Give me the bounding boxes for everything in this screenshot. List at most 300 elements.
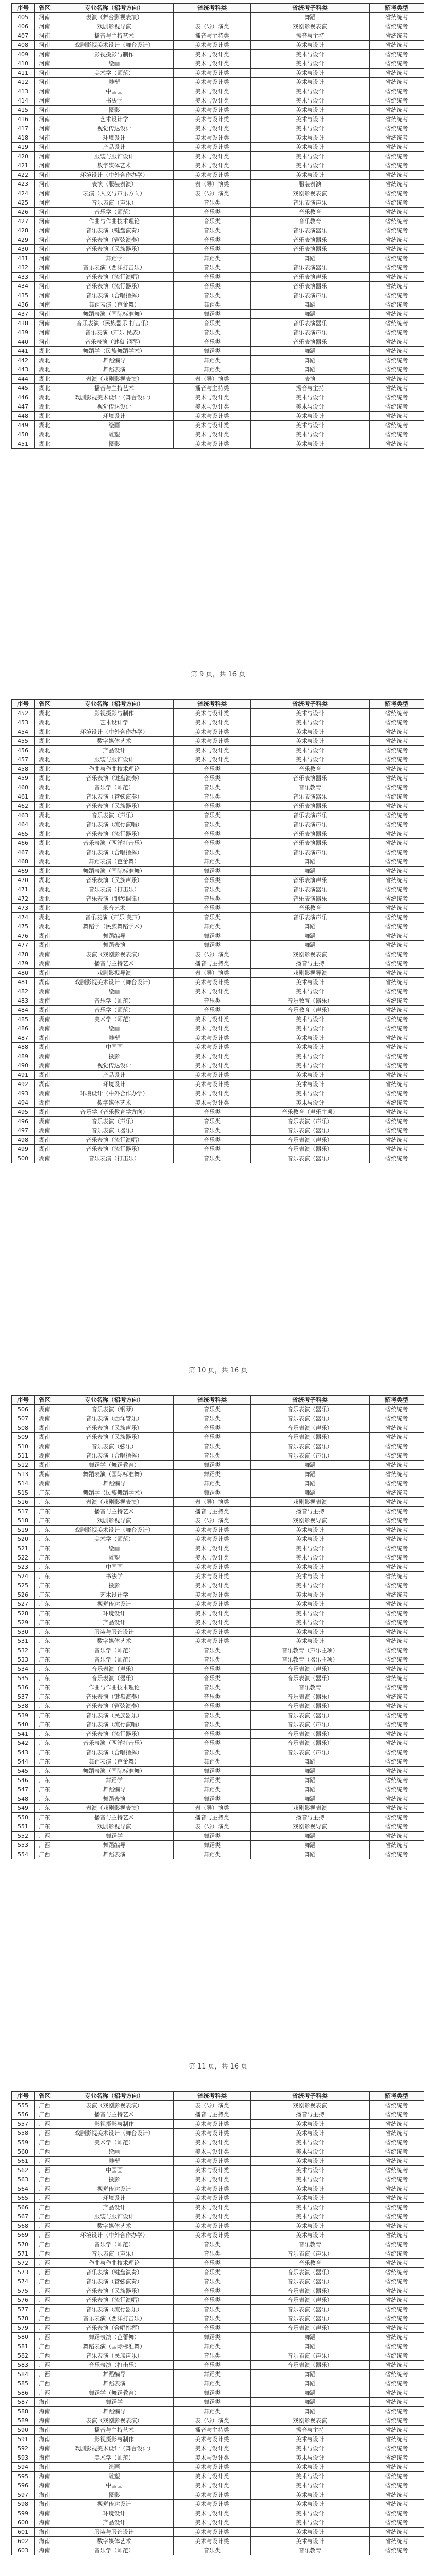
major-cell: 音乐表演（西洋管乐）	[55, 1414, 174, 1423]
admission-type-cell: 省统统考	[370, 922, 424, 931]
exam-category-cell: 音乐类	[174, 328, 251, 337]
seq-cell: 471	[12, 885, 35, 894]
seq-cell: 601	[12, 2528, 35, 2537]
exam-subcategory-cell: 美术与设计	[251, 2231, 370, 2240]
admission-type-cell: 省统统考	[370, 208, 424, 217]
admission-type-cell: 省统统考	[370, 1544, 424, 1553]
admission-type-cell: 省统统考	[370, 941, 424, 950]
exam-category-cell: 舞蹈类	[174, 2342, 251, 2351]
seq-cell: 506	[12, 1405, 35, 1414]
admission-type-cell: 省统统考	[370, 1498, 424, 1507]
table-row	[12, 1581, 424, 1590]
major-cell: 音乐表演（民族器乐）	[55, 245, 174, 254]
province-cell: 河南	[35, 180, 55, 189]
province-cell: 湖北	[35, 439, 55, 449]
major-cell: 摄影	[55, 106, 174, 115]
exam-subcategory-cell: 舞蹈	[251, 1479, 370, 1488]
exam-subcategory-cell: 音乐表演声乐	[251, 820, 370, 829]
major-cell: 表演（服装表演）	[55, 180, 174, 189]
exam-subcategory-cell: 音乐表演（声乐）	[251, 2351, 370, 2361]
exam-category-cell: 美术与设计类	[174, 737, 251, 746]
province-cell: 湖北	[35, 867, 55, 876]
exam-subcategory-cell: 音乐教育	[251, 217, 370, 226]
exam-subcategory-cell: 美术与设计	[251, 1581, 370, 1590]
admission-type-cell: 省统统考	[370, 1822, 424, 1832]
exam-category-cell: 舞蹈类	[174, 347, 251, 356]
seq-cell: 540	[12, 1720, 35, 1730]
exam-category-cell: 美术与设计类	[174, 152, 251, 161]
province-cell: 广西	[35, 2259, 55, 2268]
admission-type-cell: 省统统考	[370, 2537, 424, 2546]
seq-cell: 602	[12, 2537, 35, 2546]
document-page	[0, 696, 436, 1392]
province-cell: 海南	[35, 2472, 55, 2481]
province-cell: 广西	[35, 2175, 55, 2184]
exam-subcategory-cell: 美术与设计	[251, 2453, 370, 2463]
exam-subcategory-cell: 舞蹈	[251, 13, 370, 22]
admission-type-cell: 省统统考	[370, 996, 424, 1006]
table-row	[12, 996, 424, 1006]
exam-subcategory-cell: 舞蹈	[251, 2388, 370, 2398]
exam-subcategory-cell: 美术与设计	[251, 1600, 370, 1609]
exam-category-cell: 舞蹈类	[174, 1841, 251, 1850]
table-row	[12, 13, 424, 22]
admission-type-cell: 省统统考	[370, 347, 424, 356]
exam-category-cell: 音乐类	[174, 1117, 251, 1126]
province-cell: 湖南	[35, 1405, 55, 1414]
admission-type-cell: 省统统考	[370, 1702, 424, 1711]
admission-type-cell: 省统统考	[370, 1405, 424, 1414]
admission-type-cell: 省统统考	[370, 245, 424, 254]
province-cell: 湖南	[35, 1052, 55, 1061]
exam-subcategory-cell: 舞蹈	[251, 2407, 370, 2416]
table-row	[12, 254, 424, 263]
admission-type-cell: 省统统考	[370, 2370, 424, 2379]
seq-cell: 437	[12, 310, 35, 319]
exam-subcategory-cell: 戏剧影视导演	[251, 969, 370, 978]
admission-type-cell: 省统统考	[370, 1850, 424, 1859]
province-cell: 广西	[35, 2240, 55, 2249]
major-cell: 作曲与作曲技术理论	[55, 765, 174, 774]
seq-cell: 450	[12, 430, 35, 439]
admission-type-cell: 省统统考	[370, 2388, 424, 2398]
seq-cell: 565	[12, 2194, 35, 2203]
exam-subcategory-cell: 音乐表演（器乐）	[251, 1739, 370, 1748]
exam-subcategory-cell: 音乐表演（声乐）	[251, 1117, 370, 1126]
province-cell: 湖南	[35, 1108, 55, 1117]
exam-category-cell: 美术与设计类	[174, 2528, 251, 2537]
table-row	[12, 143, 424, 152]
exam-subcategory-cell: 戏剧影视表演	[251, 22, 370, 31]
table-row	[12, 913, 424, 922]
major-cell: 音乐学（师范）	[55, 208, 174, 217]
table-row	[12, 384, 424, 393]
province-cell: 海南	[35, 2398, 55, 2407]
table-row	[12, 848, 424, 857]
major-cell: 音乐表演（键盘演奏）	[55, 1692, 174, 1702]
seq-cell: 571	[12, 2249, 35, 2259]
exam-subcategory-cell: 舞蹈	[251, 922, 370, 931]
exam-category-cell: 舞蹈类	[174, 254, 251, 263]
major-cell: 音乐表演（打击乐）	[55, 1154, 174, 1163]
province-cell: 广东	[35, 1526, 55, 1535]
major-header: 专业名称（招考方向）	[55, 1396, 174, 1405]
exam-subcategory-cell: 美术与设计	[251, 2166, 370, 2175]
province-cell: 河南	[35, 208, 55, 217]
exam-subcategory-cell: 音乐表演器乐	[251, 839, 370, 848]
table-row	[12, 1145, 424, 1154]
table-row	[12, 922, 424, 931]
table-row	[12, 894, 424, 904]
seq-cell: 420	[12, 152, 35, 161]
exam-category-cell: 舞蹈类	[174, 1776, 251, 1785]
table-row	[12, 2500, 424, 2509]
seq-cell: 549	[12, 1804, 35, 1813]
seq-cell: 479	[12, 959, 35, 969]
exam-category-cell: 音乐类	[174, 1423, 251, 1433]
major-cell: 中国画	[55, 1043, 174, 1052]
exam-category-cell: 舞蹈类	[174, 300, 251, 310]
province-cell: 广西	[35, 2361, 55, 2370]
exam-subcategory-cell: 音乐表演器乐	[251, 774, 370, 783]
seq-cell: 438	[12, 319, 35, 328]
province-cell: 湖南	[35, 987, 55, 996]
exam-subcategory-cell: 舞蹈	[251, 2342, 370, 2351]
admission-type-cell: 省统统考	[370, 2184, 424, 2194]
province-cell: 湖北	[35, 393, 55, 402]
major-cell: 产品设计	[55, 2203, 174, 2212]
table-row	[12, 1061, 424, 1071]
table-row	[12, 2240, 424, 2249]
seq-cell: 441	[12, 347, 35, 356]
seq-cell: 439	[12, 328, 35, 337]
major-cell: 音乐表演（钢琴）	[55, 1405, 174, 1414]
province-cell: 河南	[35, 31, 55, 41]
province-cell: 河南	[35, 143, 55, 152]
table-row	[12, 1507, 424, 1516]
province-cell: 海南	[35, 2444, 55, 2453]
province-cell: 广西	[35, 2138, 55, 2147]
exam-category-cell: 美术与设计类	[174, 1535, 251, 1544]
exam-subcategory-cell: 舞蹈	[251, 2379, 370, 2388]
seq-cell: 423	[12, 180, 35, 189]
exam-subcategory-cell: 音乐表演声乐	[251, 811, 370, 820]
admission-type-cell: 省统统考	[370, 189, 424, 198]
exam-category-cell: 音乐类	[174, 839, 251, 848]
exam-subcategory-cell: 美术与设计	[251, 987, 370, 996]
major-cell: 音乐表演（流行器乐）	[55, 1145, 174, 1154]
exam-category-cell: 舞蹈类	[174, 1767, 251, 1776]
seq-cell: 493	[12, 1089, 35, 1098]
admission-type-cell: 省统统考	[370, 69, 424, 78]
exam-category-cell: 音乐类	[174, 1006, 251, 1015]
exam-subcategory-cell: 音乐表演（器乐）	[251, 2277, 370, 2286]
province-cell: 广西	[35, 2314, 55, 2324]
exam-category-cell: 美术与设计类	[174, 50, 251, 59]
admission-type-cell: 省统统考	[370, 1813, 424, 1822]
table-row	[12, 1850, 424, 1859]
exam-category-cell: 音乐类	[174, 1126, 251, 1136]
exam-subcategory-cell: 音乐表演（声乐）	[251, 1451, 370, 1461]
seq-cell: 407	[12, 31, 35, 41]
province-cell: 湖南	[35, 1451, 55, 1461]
admission-type-cell: 省统统考	[370, 106, 424, 115]
major-cell: 音乐表演（西洋打击乐）	[55, 263, 174, 273]
exam-subcategory-cell: 音乐表演（声乐）	[251, 1423, 370, 1433]
exam-category-cell: 音乐类	[174, 2351, 251, 2361]
table-row	[12, 226, 424, 235]
admission-type-cell: 省统统考	[370, 2268, 424, 2277]
seq-cell: 448	[12, 412, 35, 421]
exam-category-cell: 音乐类	[174, 291, 251, 300]
exam-subcategory-cell: 美术与设计	[251, 2157, 370, 2166]
exam-subcategory-cell: 音乐表演（声乐）	[251, 1720, 370, 1730]
province-cell: 海南	[35, 2537, 55, 2546]
table-row	[12, 2120, 424, 2129]
admission-type-cell: 省统统考	[370, 1071, 424, 1080]
admission-type-cell: 省统统考	[370, 439, 424, 449]
exam-category-cell: 音乐类	[174, 208, 251, 217]
province-cell: 广西	[35, 2388, 55, 2398]
exam-category-cell: 音乐类	[174, 2268, 251, 2277]
province-cell: 广东	[35, 1674, 55, 1683]
exam-category-cell: 美术与设计类	[174, 41, 251, 50]
table-row	[12, 430, 424, 439]
exam-subcategory-cell: 音乐教育	[251, 904, 370, 913]
exam-subcategory-cell: 舞蹈	[251, 1776, 370, 1785]
province-cell: 河南	[35, 235, 55, 245]
exam-category-cell: 美术与设计类	[174, 727, 251, 737]
seq-cell: 553	[12, 1841, 35, 1850]
province-cell: 湖南	[35, 1126, 55, 1136]
province-cell: 湖北	[35, 922, 55, 931]
province-cell: 湖北	[35, 384, 55, 393]
exam-category-cell: 表（导）演类	[174, 375, 251, 384]
seq-cell: 470	[12, 876, 35, 885]
major-cell: 音乐表演（打击乐）	[55, 2361, 174, 2370]
admission-type-cell: 省统统考	[370, 1739, 424, 1748]
table-row	[12, 2147, 424, 2157]
major-cell: 舞蹈表演（国际标准舞）	[55, 2342, 174, 2351]
seq-cell: 426	[12, 208, 35, 217]
exam-category-cell: 美术与设计类	[174, 1590, 251, 1600]
admission-type-cell: 省统统考	[370, 1414, 424, 1423]
table-row	[12, 96, 424, 106]
table-row	[12, 2333, 424, 2342]
admission-type-cell: 省统统考	[370, 1080, 424, 1089]
major-cell: 音乐学（师范）	[55, 1646, 174, 1655]
table-row	[12, 115, 424, 124]
province-cell: 湖南	[35, 1071, 55, 1080]
province-cell: 湖北	[35, 755, 55, 765]
province-cell: 河南	[35, 22, 55, 31]
exam-category-cell: 美术与设计类	[174, 2490, 251, 2500]
major-cell: 播音与主持艺术	[55, 2110, 174, 2120]
admission-type-cell: 省统统考	[370, 2426, 424, 2435]
table-row	[12, 1822, 424, 1832]
admission-type-cell: 省统统考	[370, 41, 424, 50]
exam-category-cell: 音乐类	[174, 1154, 251, 1163]
admission-type-cell: 省统统考	[370, 2249, 424, 2259]
exam-category-cell	[174, 13, 251, 22]
table-row	[12, 1423, 424, 1433]
province-cell: 广西	[35, 2222, 55, 2231]
exam-category-cell: 舞蹈类	[174, 941, 251, 950]
major-cell: 艺术设计学	[55, 115, 174, 124]
exam-subcategory-cell: 美术与设计	[251, 50, 370, 59]
exam-category-cell: 美术与设计类	[174, 59, 251, 69]
province-cell: 河南	[35, 96, 55, 106]
province-cell: 河南	[35, 198, 55, 208]
seq-cell: 511	[12, 1451, 35, 1461]
seq-cell: 459	[12, 774, 35, 783]
table-row	[12, 978, 424, 987]
seq-cell: 434	[12, 282, 35, 291]
exam-subcategory-cell: 美术与设计	[251, 1628, 370, 1637]
exam-subcategory-cell: 戏剧影视表演	[251, 2101, 370, 2110]
seq-cell: 500	[12, 1154, 35, 1163]
province-cell: 广西	[35, 2296, 55, 2305]
seq-cell: 408	[12, 41, 35, 50]
table-row	[12, 1488, 424, 1498]
major-cell: 表演（人文与声乐方向）	[55, 189, 174, 198]
exam-subcategory-cell: 播音与主持	[251, 1507, 370, 1516]
admission-type-cell: 省统统考	[370, 2157, 424, 2166]
seq-cell: 419	[12, 143, 35, 152]
admission-type-cell: 省统统考	[370, 894, 424, 904]
exam-subcategory-cell: 美术与设计	[251, 746, 370, 755]
exam-subcategory-cell: 音乐表演器乐	[251, 802, 370, 811]
exam-category-cell: 音乐类	[174, 198, 251, 208]
admission-type-cell: 省统统考	[370, 2166, 424, 2175]
exam-category-cell: 音乐类	[174, 2296, 251, 2305]
major-cell: 音乐表演（流行演唱）	[55, 1720, 174, 1730]
province-cell: 广东	[35, 1553, 55, 1563]
exam-subcategory-cell: 音乐表演器乐	[251, 282, 370, 291]
table-row	[12, 310, 424, 319]
admission-type-cell: 省统统考	[370, 1600, 424, 1609]
exam-category-cell: 表（导）演类	[174, 1516, 251, 1526]
admission-type-cell: 省统统考	[370, 1535, 424, 1544]
major-cell: 舞蹈编导	[55, 356, 174, 365]
exam-subcategory-cell: 舞蹈	[251, 1832, 370, 1841]
exam-subcategory-cell: 舞蹈	[251, 365, 370, 375]
table-row	[12, 22, 424, 31]
exam-category-cell: 音乐类	[174, 2546, 251, 2555]
seq-cell: 464	[12, 820, 35, 829]
seq-cell: 597	[12, 2490, 35, 2500]
admission-type-cell: 省统统考	[370, 2333, 424, 2342]
seq-cell: 585	[12, 2379, 35, 2388]
exam-category-cell: 音乐类	[174, 282, 251, 291]
province-cell: 湖南	[35, 1423, 55, 1433]
table-row	[12, 198, 424, 208]
exam-subcategory-cell: 美术与设计	[251, 87, 370, 96]
province-cell: 海南	[35, 2463, 55, 2472]
admission-type-cell: 省统统考	[370, 2481, 424, 2490]
seq-cell: 475	[12, 922, 35, 931]
major-cell: 舞蹈表演（芭蕾舞）	[55, 2333, 174, 2342]
major-cell: 舞蹈学（舞蹈教育）	[55, 2388, 174, 2398]
exam-category-cell: 美术与设计类	[174, 421, 251, 430]
province-cell: 广西	[35, 2166, 55, 2175]
admission-type-cell: 省统统考	[370, 1841, 424, 1850]
admission-type-cell: 省统统考	[370, 337, 424, 347]
major-cell: 音乐表演（器乐）	[55, 1126, 174, 1136]
table-row	[12, 421, 424, 430]
table-row	[12, 885, 424, 894]
table-row	[12, 2528, 424, 2537]
exam-category-cell: 美术与设计类	[174, 2472, 251, 2481]
admission-type-cell: 省统统考	[370, 867, 424, 876]
province-cell: 湖北	[35, 857, 55, 867]
province-cell: 河南	[35, 300, 55, 310]
major-cell: 舞蹈学（民族舞蹈学术）	[55, 1488, 174, 1498]
admission-type-cell: 省统统考	[370, 1451, 424, 1461]
admission-type-cell: 省统统考	[370, 1553, 424, 1563]
table-row	[12, 1655, 424, 1665]
exam-subcategory-cell: 美术与设计	[251, 2138, 370, 2147]
province-cell: 广西	[35, 1841, 55, 1850]
province-cell: 河南	[35, 133, 55, 143]
seq-cell: 562	[12, 2166, 35, 2175]
exam-subcategory-cell: 美术与设计	[251, 41, 370, 50]
exam-category-cell: 美术与设计类	[174, 1563, 251, 1572]
admission-type-cell: 省统统考	[370, 133, 424, 143]
exam-category-cell: 音乐类	[174, 765, 251, 774]
table-row	[12, 171, 424, 180]
table-row	[12, 1442, 424, 1451]
major-cell: 戏剧影视美术设计（舞台设计）	[55, 2444, 174, 2453]
exam-category-cell: 美术与设计类	[174, 1043, 251, 1052]
exam-category-cell: 音乐类	[174, 1451, 251, 1461]
exam-subcategory-header: 省统考子科类	[251, 2092, 370, 2101]
table-row	[12, 2472, 424, 2481]
province-cell: 湖南	[35, 1098, 55, 1108]
table-row	[12, 2175, 424, 2184]
province-cell: 河南	[35, 13, 55, 22]
exam-category-cell: 播音与主持类	[174, 384, 251, 393]
table-row	[12, 1154, 424, 1163]
exam-subcategory-cell: 音乐教育	[251, 2546, 370, 2555]
province-cell: 湖南	[35, 1033, 55, 1043]
table-row	[12, 2194, 424, 2203]
seq-cell: 512	[12, 1461, 35, 1470]
exam-subcategory-cell: 音乐教育（器乐主项）	[251, 1655, 370, 1665]
seq-cell: 541	[12, 1730, 35, 1739]
exam-category-cell: 音乐类	[174, 1442, 251, 1451]
major-cell: 环境设计（中外合作办学）	[55, 2231, 174, 2240]
exam-category-header: 省统考科类	[174, 2092, 251, 2101]
exam-category-cell: 美术与设计类	[174, 1628, 251, 1637]
major-cell: 音乐表演（打击乐）	[55, 885, 174, 894]
admission-type-cell: 省统统考	[370, 1720, 424, 1730]
exam-subcategory-cell: 美术与设计	[251, 393, 370, 402]
seq-cell: 527	[12, 1600, 35, 1609]
table-row	[12, 987, 424, 996]
major-cell: 影视摄影与制作	[55, 2120, 174, 2129]
province-cell: 湖南	[35, 1479, 55, 1488]
exam-subcategory-cell: 美术与设计	[251, 1563, 370, 1572]
province-cell: 广东	[35, 1590, 55, 1600]
table-row	[12, 1767, 424, 1776]
admission-type-cell: 省统统考	[370, 263, 424, 273]
exam-category-cell: 表（导）演类	[174, 22, 251, 31]
exam-category-cell: 表（导）演类	[174, 2101, 251, 2110]
province-cell: 湖南	[35, 1024, 55, 1033]
exam-category-cell: 舞蹈类	[174, 1470, 251, 1479]
seq-cell: 530	[12, 1628, 35, 1637]
